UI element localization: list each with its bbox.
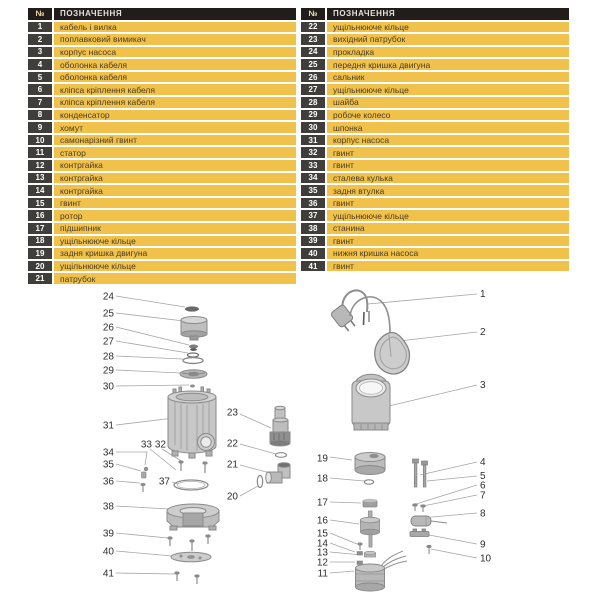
part-number: 1 [28,22,52,33]
part-name: самонарізний гвинт [54,135,296,146]
table-body [28,22,296,284]
part-number: 15 [28,198,52,209]
table-row [28,147,296,158]
callout-5: 5 [480,471,486,482]
part-name: нижня кришка насоса [327,248,569,259]
part-number: 4 [28,59,52,70]
part-number: 31 [301,135,325,146]
callout-18: 18 [316,473,328,485]
part-number: 26 [301,72,325,83]
part-name: станина [327,223,569,234]
part-number: 32 [301,147,325,158]
part-name: ущільнююче кільце [327,84,569,95]
part-name: ущільнююче кільце [327,22,569,33]
callout-10: 10 [480,553,492,565]
table-row [28,273,296,284]
callout-38: 38 [102,501,114,513]
callout-16: 16 [316,515,328,527]
part-number: 35 [301,185,325,196]
part-number: 27 [301,84,325,95]
part-number: 13 [28,173,52,184]
part-name: контргайка [54,185,296,196]
table-row [28,236,296,247]
part-34-steel-ball [144,467,148,471]
part-29-impeller [180,370,207,378]
callout-34: 34 [102,447,114,459]
table-row [301,248,569,259]
callout-24: 24 [102,291,114,303]
table-row [28,198,296,209]
col-header-number: № [301,8,325,20]
table-row [301,34,569,45]
part-31-pump-body [168,387,216,458]
part-12-locknut [357,561,363,565]
table-row [301,261,569,272]
part-30-key [190,385,195,388]
part-23-outlet-adapter [270,406,290,446]
callout-7: 7 [480,490,486,502]
part-name: робоче колесо [327,110,569,121]
callout-30: 30 [102,381,114,393]
part-name: контргайка [54,173,296,184]
table-row [28,72,296,83]
part-name: підшипник [54,223,296,234]
part-15-screw [358,543,362,550]
part-number: 41 [301,261,325,272]
part-name: кліпса кріплення кабеля [54,97,296,108]
callout-22: 22 [226,438,238,450]
callout-19: 19 [316,453,328,465]
part-number: 33 [301,160,325,171]
part-name: гвинт [327,160,569,171]
table-row [301,198,569,209]
part-number: 21 [28,273,52,284]
part-28-washer [183,358,203,364]
part-6-7-cable-clips [413,504,425,512]
part-name: шпонка [327,122,569,133]
part-name: конденсатор [54,110,296,121]
table-row [28,173,296,184]
col-header-designation: ПОЗНАЧЕННЯ [327,8,569,20]
callout-28: 28 [102,351,114,363]
part-number: 25 [301,59,325,70]
part-name: сальник [327,72,569,83]
table-row [301,185,569,196]
part-number: 8 [28,110,52,121]
part-number: 19 [28,248,52,259]
part-35-rear-bush [142,472,147,478]
table-row [301,122,569,133]
table-row [301,160,569,171]
table-row [301,110,569,121]
callout-40: 40 [102,546,114,558]
table-row [301,173,569,184]
part-number: 20 [28,261,52,272]
callout-15: 15 [316,528,328,540]
part-40-lower-pump-cover [171,552,211,562]
callout-27: 27 [102,336,114,348]
part-name: оболонка кабеля [54,72,296,83]
table-row [301,22,569,33]
part-38-frame-base [167,504,219,530]
part-9-clamp [410,529,429,537]
part-number: 9 [28,122,52,133]
callout-25: 25 [102,308,114,320]
part-41-screws [175,572,199,584]
callout-12: 12 [316,557,328,569]
part-number: 18 [28,236,52,247]
part-name: поплавковий вимикач [54,34,296,45]
part-number: 40 [301,248,325,259]
part-3-pump-body-assembled [352,374,390,430]
part-name: ротор [54,210,296,221]
part-number: 3 [28,47,52,58]
part-name: прокладка [327,47,569,58]
table-row [28,84,296,95]
part-name: статор [54,147,296,158]
part-number: 6 [28,84,52,95]
callout-29: 29 [102,365,114,377]
callout-14: 14 [316,538,328,550]
part-name: патрубок [54,273,296,284]
part-number: 29 [301,110,325,121]
table-row [301,147,569,158]
callout-41: 41 [102,568,114,580]
part-number: 10 [28,135,52,146]
part-10-self-tapping-screw [427,545,431,554]
table-row [28,223,296,234]
table-row [28,110,296,121]
part-name: кабель і вилка [54,22,296,33]
part-name: гвинт [54,198,296,209]
part-22-o-ring [276,453,287,458]
exploded-diagram [0,285,600,600]
part-name: контргайка [54,160,296,171]
part-16-rotor [361,511,380,547]
part-number: 17 [28,223,52,234]
table-row [28,59,296,70]
part-name: задня кришка двигуна [54,248,296,259]
part-name: гвинт [327,198,569,209]
part-number: 5 [28,72,52,83]
part-4-5-bolts [413,459,428,487]
table-row [301,47,569,58]
part-number: 34 [301,173,325,184]
part-name: гвинт [327,236,569,247]
part-name: гвинт [327,147,569,158]
part-name: ущільнююче кільце [54,261,296,272]
table-header [28,8,296,20]
part-2-float-switch [350,297,409,374]
legend-table-right [301,8,569,273]
part-8-capacitor [411,516,447,526]
callout-39: 39 [102,528,114,540]
callout-1: 1 [480,289,486,300]
part-number: 14 [28,185,52,196]
callout-35: 35 [102,459,114,471]
table-row [28,185,296,196]
callout-13: 13 [316,547,328,559]
part-number: 30 [301,122,325,133]
table-row [301,135,569,146]
part-32-33-screws [179,461,207,473]
part-26-gland-seal [189,345,198,352]
table-row [301,84,569,95]
callout-3: 3 [480,380,486,391]
part-number: 22 [301,22,325,33]
part-number: 38 [301,223,325,234]
part-14-locknut [357,552,363,556]
table-row [301,236,569,247]
table-row [28,248,296,259]
part-39-screws [168,535,210,551]
part-name: ущільнююче кільце [54,236,296,247]
part-17-bearing [363,499,377,507]
col-header-number: № [28,8,52,20]
table-row [28,210,296,221]
part-11-stator [356,551,408,591]
callout-9: 9 [480,539,486,551]
table-row [28,261,296,272]
part-13-locknut-washer [365,551,376,557]
callout-32: 32 [154,439,166,451]
callout-23: 23 [226,407,238,419]
part-number: 36 [301,198,325,209]
part-21-elbow-pipe [266,463,290,483]
table-row [28,47,296,58]
part-24-gasket [185,306,199,311]
table-row [28,34,296,45]
table-row [28,122,296,133]
part-25-front-motor-cover [181,317,207,341]
col-header-designation: ПОЗНАЧЕННЯ [54,8,296,20]
part-name: вихідний патрубок [327,34,569,45]
part-number: 39 [301,236,325,247]
table-row [28,97,296,108]
part-name: задня втулка [327,185,569,196]
legend-table-left [28,8,296,286]
part-name: сталева кулька [327,173,569,184]
callout-37: 37 [158,476,170,488]
callout-8: 8 [480,508,486,520]
part-name: ущільнююче кільце [327,210,569,221]
table-row [301,59,569,70]
table-header [301,8,569,20]
table-row [301,210,569,221]
table-row [301,97,569,108]
part-name: гвинт [327,261,569,272]
table-row [301,72,569,83]
callout-36: 36 [102,476,114,488]
part-20-o-ring [257,476,262,488]
callout-31: 31 [102,420,114,432]
part-number: 28 [301,97,325,108]
callout-4: 4 [480,457,486,468]
part-number: 16 [28,210,52,221]
part-number: 24 [301,47,325,58]
callout-26: 26 [102,322,114,334]
table-row [28,160,296,171]
part-18-o-ring [364,480,373,484]
part-number: 2 [28,34,52,45]
part-name: корпус насоса [327,135,569,146]
part-name: хомут [54,122,296,133]
callout-33: 33 [140,439,152,451]
part-name: кліпса кріплення кабеля [54,84,296,95]
part-number: 23 [301,34,325,45]
part-number: 12 [28,160,52,171]
callout-2: 2 [480,327,486,338]
part-name: шайба [327,97,569,108]
part-number: 7 [28,97,52,108]
part-name: оболонка кабеля [54,59,296,70]
part-number: 11 [28,147,52,158]
part-name: корпус насоса [54,47,296,58]
callout-20: 20 [226,491,238,503]
part-27-o-ring [188,353,199,357]
part-name: передня кришка двигуна [327,59,569,70]
part-37-o-ring [174,480,208,490]
callout-6: 6 [480,480,486,492]
part-36-screw [141,484,145,493]
part-number: 37 [301,210,325,221]
table-row [28,135,296,146]
callout-21: 21 [226,459,238,471]
table-row [301,223,569,234]
part-19-rear-motor-cover [355,453,385,475]
table-row [28,22,296,33]
part-1-cable-and-plug [330,290,369,333]
callout-17: 17 [316,497,328,509]
callout-11: 11 [317,568,328,580]
table-body [301,22,569,272]
